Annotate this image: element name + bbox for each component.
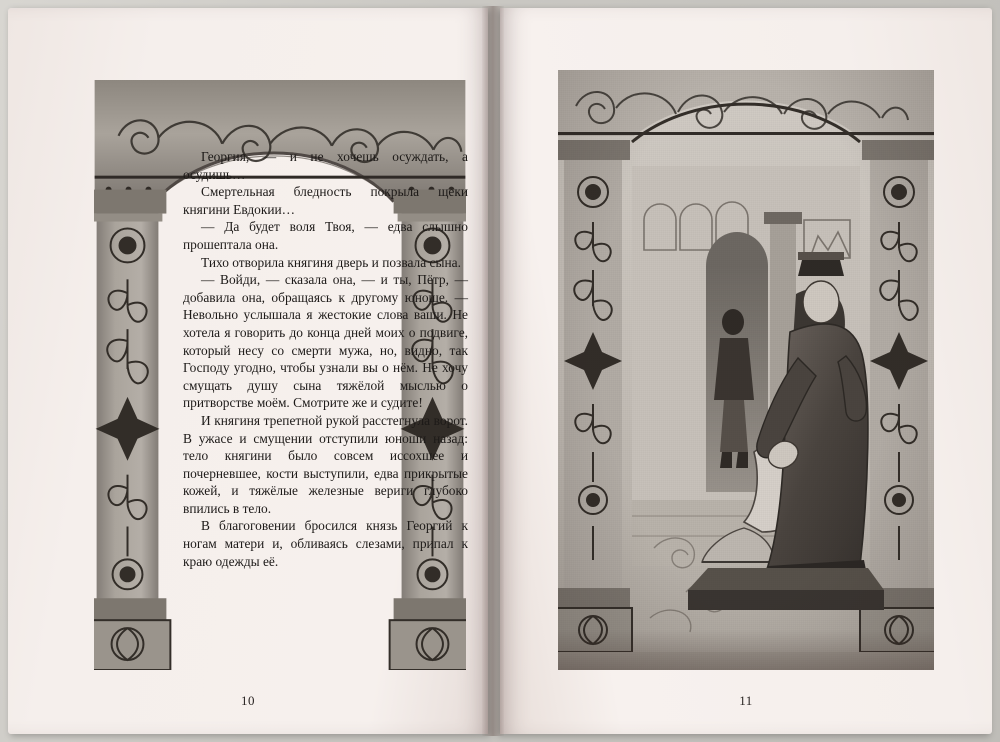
- paragraph: Тихо отворила княгиня дверь и позвала сына.: [201, 254, 461, 270]
- left-page: [8, 8, 488, 734]
- right-page: [500, 8, 992, 734]
- page-number-left: 10: [241, 693, 255, 708]
- illustration: [558, 70, 934, 670]
- left-page-text: [183, 148, 468, 570]
- paragraph: Георгия, — и не хочешь осуждать, а осудишь…: [183, 149, 468, 182]
- paragraph: — Да будет воля Твоя, — едва слышно прошептала она.: [183, 219, 468, 252]
- paragraph: Смертельная бледность покрыла щеки княгини Евдокии…: [183, 184, 468, 217]
- paragraph: И княгиня трепетной рукой расстегнула ворот. В ужасе и смущении отступили юноши назад: тело княгини было совсем иссохшее и почерневшее, кости выступили, едва прикрытые кожей, и тяжёлые железные вериги глубоко впились в тело.: [183, 412, 468, 516]
- page-number-right: 11: [739, 693, 753, 708]
- illustration-drawing: [558, 70, 934, 670]
- book-gutter: [482, 6, 504, 736]
- paragraph: В благоговении бросился князь Георгий к ногам матери и, обливаясь слезами, припал к краю одежды её.: [183, 518, 468, 569]
- paragraph: — Войди, — сказала она, — и ты, Пётр, — добавила она, обращаясь к другому юноше. — Невольно услышала я жестокие слова ваши. Не хотела я говорить до конца дней моих о подвиге, который несу со смерти мужа, но, видно, так Господу угодно, чтобы узнали вы о нём. Не хочу смущать душу сына тяжёлой мыслью о притворстве моём. Смотрите же и судите!: [183, 272, 468, 411]
